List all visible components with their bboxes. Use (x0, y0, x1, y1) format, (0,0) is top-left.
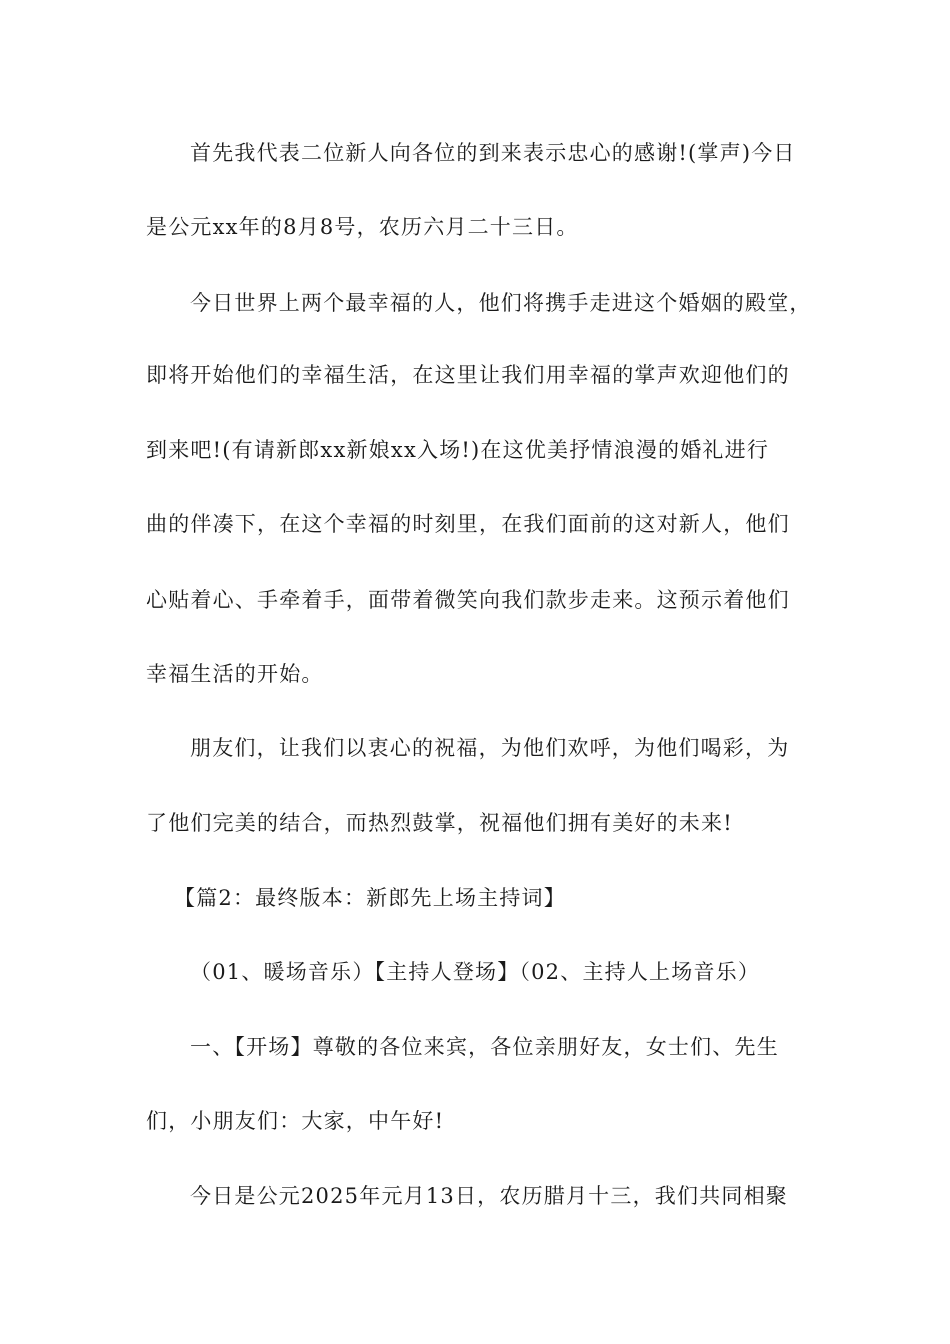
section-heading: 【篇2：最终版本：新郎先上场主持词】 (174, 886, 566, 910)
paragraph-line: 一、【开场】尊敬的各位来宾，各位亲朋好友，女士们、先生 (190, 1035, 779, 1059)
paragraph-line: 是公元xx年的8月8号，农历六月二十三日。 (146, 215, 579, 239)
paragraph-line: 心贴着心、手牵着手，面带着微笑向我们款步走来。这预示着他们 (146, 588, 790, 612)
paragraph-line: 首先我代表二位新人向各位的到来表示忠心的感谢!(掌声)今日 (190, 141, 796, 165)
paragraph-line: 今日是公元2025年元月13日，农历腊月十三，我们共同相聚 (190, 1184, 788, 1208)
paragraph-line: 了他们完美的结合，而热烈鼓掌，祝福他们拥有美好的未来! (146, 811, 733, 835)
paragraph-line: 今日世界上两个最幸福的人，他们将携手走进这个婚姻的殿堂， (190, 291, 812, 315)
paragraph-line: 朋友们，让我们以衷心的祝福，为他们欢呼，为他们喝彩，为 (190, 736, 790, 760)
paragraph-line: 即将开始他们的幸福生活，在这里让我们用幸福的掌声欢迎他们的 (146, 363, 790, 387)
paragraph-line: 们，小朋友们：大家，中午好! (146, 1109, 445, 1133)
paragraph-line: 到来吧!(有请新郎xx新娘xx入场!)在这优美抒情浪漫的婚礼进行 (146, 438, 770, 462)
paragraph-line: 曲的伴凑下，在这个幸福的时刻里，在我们面前的这对新人，他们 (146, 512, 790, 536)
paragraph-line: 幸福生活的开始。 (146, 662, 324, 686)
paragraph-line: （01、暖场音乐）【主持人登场】（02、主持人上场音乐） (190, 960, 761, 984)
